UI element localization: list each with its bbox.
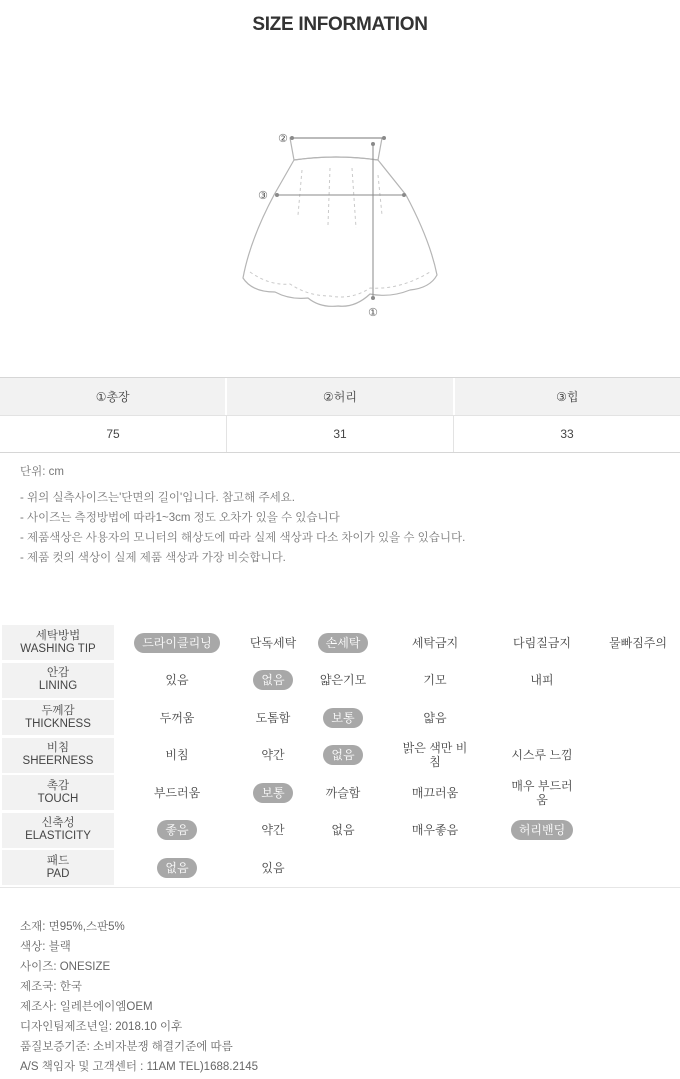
size-notes: [20, 490, 465, 570]
attribute-option-selected-label: 없음: [157, 858, 196, 878]
attribute-label-ko: 패드: [46, 854, 70, 867]
skirt-pleat-2: [328, 168, 330, 225]
attribute-label-ko: 안감: [46, 667, 70, 679]
size-table-header: [0, 377, 680, 415]
attribute-row: [0, 737, 680, 775]
attribute-option: [308, 812, 378, 850]
attribute-option-label: 부드러움: [153, 785, 201, 800]
info-as-contact: A/S 책임자 및 고객센터 : 11AM TEL)1688.2145: [20, 1061, 259, 1073]
attribute-label: [2, 625, 114, 660]
attribute-option-label: 얇음: [423, 710, 447, 725]
attribute-option-selected-label: 보통: [323, 708, 362, 728]
attribute-option-label: 있음: [261, 860, 285, 875]
attribute-label-en: THICKNESS: [25, 717, 91, 730]
attribute-option-label: 시스루 느낌: [511, 748, 573, 763]
attribute-option-label: 다림질금지: [513, 635, 571, 650]
attribute-option: [233, 737, 313, 775]
attribute-option-label: 약간: [261, 823, 285, 838]
attribute-label-en: SHEERNESS: [22, 755, 94, 767]
attribute-option-selected-label: 없음: [253, 670, 292, 690]
attribute-row: [0, 662, 680, 700]
attribute-label-en: WASHING TIP: [20, 642, 96, 655]
attribute-label-en: ELASTICITY: [25, 830, 91, 842]
attribute-label-en: PAD: [46, 867, 70, 880]
attribute-option: [390, 774, 480, 812]
attribute-label-ko: 두께감: [41, 704, 75, 717]
attribute-label: [2, 700, 114, 735]
attribute-option: [390, 699, 480, 737]
attribute-option-selected-label: 허리밴딩: [511, 820, 573, 840]
attribute-option: [502, 662, 582, 700]
info-material: 소재: 면95%,스판5%: [20, 921, 125, 933]
attribute-option-label: 없음: [331, 823, 355, 838]
attribute-option: [308, 737, 378, 775]
marker-hip: ③: [258, 189, 268, 202]
attribute-label-ko: 촉감: [46, 779, 70, 792]
attribute-option: [122, 849, 232, 887]
size-header-length: ①총장: [0, 378, 227, 415]
attribute-option-label: 얇은기모: [319, 673, 367, 688]
attribute-option: [390, 737, 480, 775]
info-size: 사이즈: ONESIZE: [20, 961, 111, 973]
attribute-option: [390, 662, 480, 700]
attribute-option-selected-label: 드라이클리닝: [134, 633, 220, 653]
attribute-label-en: LINING: [38, 680, 78, 692]
attribute-option: [502, 737, 582, 775]
attribute-label: [2, 663, 114, 698]
skirt-pleat-1: [298, 170, 302, 215]
attribute-option: [308, 699, 378, 737]
marker-length: ①: [368, 306, 378, 319]
size-table: [0, 377, 680, 453]
attribute-label-ko: 신축성: [41, 817, 75, 829]
info-warranty: 품질보증기준: 소비자분쟁 해결기준에 따름: [20, 1041, 233, 1053]
attribute-option: [233, 812, 313, 850]
attribute-option: [122, 774, 232, 812]
attribute-option: [233, 774, 313, 812]
attribute-option-label: 밝은 색만 비침: [402, 741, 468, 770]
attribute-option: [502, 624, 582, 662]
size-header-waist: ②허리: [227, 378, 454, 415]
attribute-option: [122, 662, 232, 700]
attribute-label: [2, 813, 114, 848]
marker-waist: ②: [278, 132, 288, 145]
attribute-option-label: 약간: [261, 748, 285, 763]
info-country: 제조국: 한국: [20, 981, 82, 993]
attribute-row: [0, 849, 680, 887]
attribute-row: [0, 699, 680, 737]
attribute-label: [2, 775, 114, 810]
attribute-label: [2, 738, 114, 773]
attribute-option-label: 세탁금지: [411, 635, 459, 650]
attribute-option-selected-label: 보통: [253, 783, 292, 803]
attribute-option-label: 내피: [530, 673, 554, 688]
info-manufacturer: 제조사: 일레븐에이엠OEM: [20, 1001, 153, 1013]
info-date: 디자인팀제조년일: 2018.10 이후: [20, 1021, 183, 1033]
attribute-option: [233, 849, 313, 887]
attribute-option-label: 있음: [165, 673, 189, 688]
note-item: - 제품 컷의 색상이 실제 제품 색상과 가장 비슷합니다.: [20, 552, 286, 564]
attribute-option-selected-label: 없음: [323, 745, 362, 765]
size-header-hip: ③힙: [556, 390, 579, 404]
skirt-body: [243, 157, 437, 306]
unit-label: 단위: cm: [20, 466, 64, 478]
attribute-divider: [0, 887, 680, 888]
attribute-option: [233, 662, 313, 700]
note-item: - 위의 실측사이즈는'단면의 길이'입니다. 참고해 주세요.: [20, 492, 295, 504]
size-value-waist: 31: [227, 416, 454, 452]
attribute-row: [0, 624, 680, 662]
attribute-option-label: 도톰함: [255, 710, 291, 725]
skirt-pleat-3: [352, 168, 356, 228]
attribute-option-label: 두꺼움: [159, 710, 195, 725]
size-table-row: [0, 415, 680, 453]
attribute-option-label: 단독세탁: [249, 635, 297, 650]
attribute-option: [390, 624, 480, 662]
attribute-label: [2, 850, 114, 885]
attribute-option: [308, 662, 378, 700]
attribute-option-label: 까슬함: [325, 785, 361, 800]
info-color: 색상: 블랙: [20, 941, 71, 953]
attribute-label-en: TOUCH: [37, 792, 79, 805]
skirt-diagram: [230, 120, 450, 320]
attribute-option: [122, 624, 232, 662]
attribute-option-label: 물빠짐주의: [609, 635, 667, 650]
size-value-length: 75: [0, 416, 227, 452]
attribute-option-label: 비침: [165, 748, 189, 763]
attribute-label-ko: 비침: [46, 742, 70, 754]
attribute-option: [122, 812, 232, 850]
attribute-option: [502, 812, 582, 850]
attribute-row: [0, 812, 680, 850]
attribute-option-label: 매끄러움: [411, 785, 459, 800]
product-info-list: [20, 918, 258, 1078]
note-item: - 제품색상은 사용자의 모니터의 해상도에 따라 실제 색상과 다소 차이가 있을 수 있습니다.: [20, 532, 466, 544]
attribute-option: [308, 774, 378, 812]
attribute-option-label: 기모: [423, 673, 447, 688]
attribute-option: [502, 774, 582, 812]
attribute-option: [308, 624, 378, 662]
attribute-label-ko: 세탁방법: [35, 629, 81, 642]
size-value-hip: 33: [560, 427, 574, 441]
attribute-row: [0, 774, 680, 812]
attribute-table: [0, 624, 680, 887]
note-item: - 사이즈는 측정방법에 따라1~3cm 정도 오차가 있을 수 있습니다: [20, 512, 340, 524]
attribute-option: [390, 812, 480, 850]
page-title: SIZE INFORMATION: [252, 14, 428, 35]
attribute-option-selected-label: 좋음: [157, 820, 196, 840]
attribute-option: [233, 699, 313, 737]
attribute-option: [122, 737, 232, 775]
attribute-option-label: 매우 부드러움: [511, 778, 573, 807]
attribute-option: [122, 699, 232, 737]
attribute-option: [598, 624, 678, 662]
attribute-option-selected-label: 손세탁: [318, 633, 369, 653]
attribute-option: [233, 624, 313, 662]
attribute-option-label: 매우좋음: [411, 823, 459, 838]
